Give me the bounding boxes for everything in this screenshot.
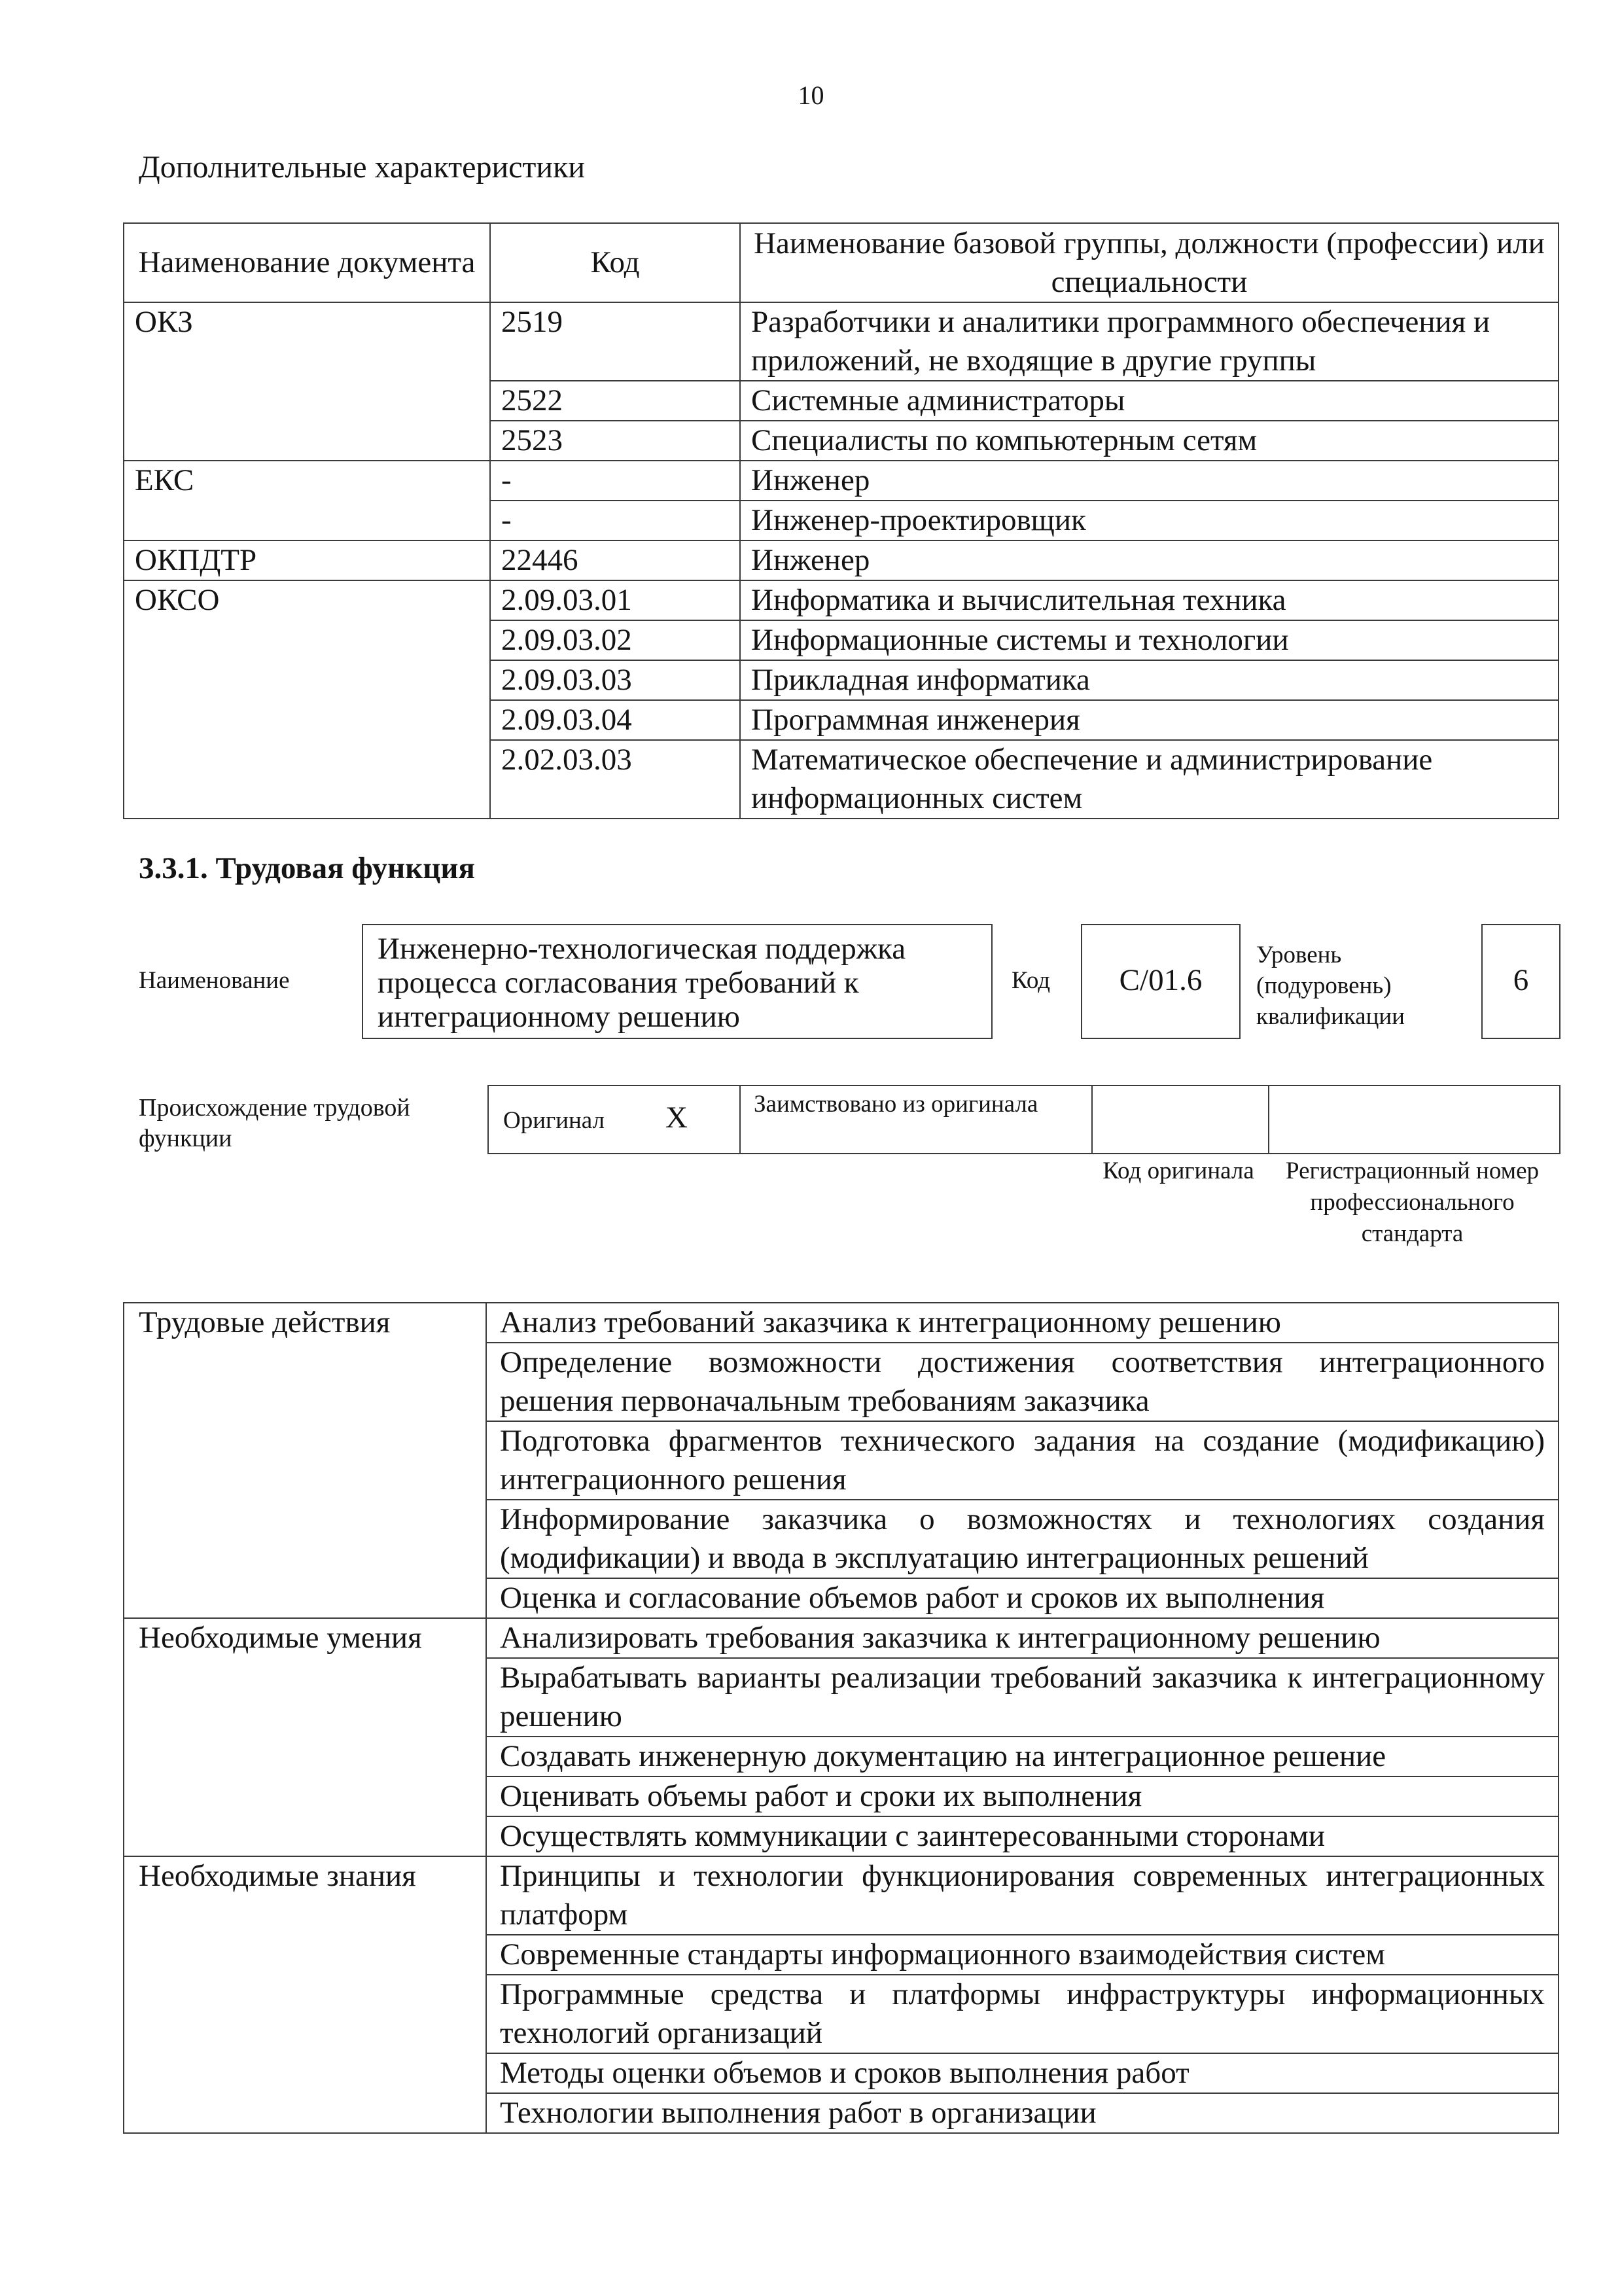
code-cell: 2519	[490, 302, 740, 381]
function-code-box	[1081, 924, 1241, 1039]
origin-divider-1	[739, 1086, 741, 1153]
knowledge-item: Программные средства и платформы инфраструктуры информационных технологий организаций	[486, 1975, 1559, 2053]
knowledge-item: Технологии выполнения работ в организации	[486, 2093, 1559, 2133]
table-header-row	[124, 223, 1559, 302]
function-details-table	[123, 1302, 1559, 2134]
name-cell: Системные администраторы	[740, 381, 1559, 421]
section-title: Дополнительные характеристики	[139, 150, 586, 185]
name-cell: Информатика и вычислительная техника	[740, 580, 1559, 620]
table-row	[124, 1618, 1559, 1658]
name-cell: Программная инженерия	[740, 700, 1559, 740]
skill-item: Анализировать требования заказчика к интеграционному решению	[486, 1618, 1559, 1658]
doc-cell: ОКПДТР	[124, 540, 490, 580]
name-cell: Специалисты по компьютерным сетям	[740, 421, 1559, 461]
table-row	[124, 540, 1559, 580]
knowledge-item: Принципы и технологии функционирования современных интеграционных платформ	[486, 1856, 1559, 1935]
name-cell: Инженер-проектировщик	[740, 501, 1559, 540]
original-mark: X	[665, 1101, 688, 1135]
knowledge-item: Современные стандарты информационного взаимодействия систем	[486, 1935, 1559, 1975]
origin-divider-2	[1091, 1086, 1093, 1153]
code-cell: 2.09.03.03	[490, 660, 740, 700]
required-skills-label: Необходимые умения	[124, 1618, 486, 1856]
labor-action-item: Подготовка фрагментов технического задания на создание (модификацию) интеграционного решения	[486, 1421, 1559, 1500]
name-cell: Разработчики и аналитики программного обеспечения и приложений, не входящие в другие группы	[740, 302, 1559, 381]
page-number: 10	[798, 80, 824, 110]
table-row	[124, 1856, 1559, 1935]
original-label: Оригинал	[503, 1107, 605, 1134]
doc-cell: ОКСО	[124, 580, 490, 819]
labor-action-item: Определение возможности достижения соответствия интеграционного решения первоначальным требованиям заказчика	[486, 1343, 1559, 1421]
qualification-level-value: 6	[1513, 963, 1529, 997]
labor-action-item: Информирование заказчика о возможностях и технологиях создания (модификации) и ввода в эксплуатацию интеграционных решений	[486, 1500, 1559, 1578]
name-cell: Математическое обеспечение и администрирование информационных систем	[740, 740, 1559, 819]
function-name-value: Инженерно-технологическая поддержка процесса согласования требований к интеграционному решению	[378, 932, 906, 1034]
origin-label: Происхождение трудовой функции	[139, 1094, 410, 1152]
function-name-box	[362, 924, 993, 1039]
skill-item: Вырабатывать варианты реализации требований заказчика к интеграционному решению	[486, 1658, 1559, 1737]
code-cell: 2.02.03.03	[490, 740, 740, 819]
code-cell: -	[490, 461, 740, 501]
header-code: Код	[490, 223, 740, 302]
characteristics-table	[123, 222, 1559, 819]
function-title: 3.3.1. Трудовая функция	[139, 851, 475, 885]
code-cell: 2.09.03.04	[490, 700, 740, 740]
skill-item: Оценивать объемы работ и сроки их выполнения	[486, 1776, 1559, 1816]
function-name-label: Наименование	[139, 967, 290, 994]
code-cell: 22446	[490, 540, 740, 580]
required-knowledge-label: Необходимые знания	[124, 1856, 486, 2133]
labor-action-item: Анализ требований заказчика к интеграционному решению	[486, 1303, 1559, 1343]
code-original-caption: Код оригинала	[1102, 1157, 1254, 1184]
knowledge-item: Методы оценки объемов и сроков выполнения работ	[486, 2053, 1559, 2093]
table-row	[124, 580, 1559, 620]
function-code-label: Код	[1012, 967, 1051, 994]
qualification-level-box	[1481, 924, 1560, 1039]
skill-item: Осуществлять коммуникации с заинтересованными сторонами	[486, 1816, 1559, 1856]
skill-item: Создавать инженерную документацию на интеграционное решение	[486, 1737, 1559, 1776]
borrowed-label: Заимствовано из оригинала	[754, 1091, 1038, 1118]
name-cell: Прикладная информатика	[740, 660, 1559, 700]
doc-cell: ЕКС	[124, 461, 490, 540]
code-cell: 2523	[490, 421, 740, 461]
table-row	[124, 461, 1559, 501]
labor-actions-label: Трудовые действия	[124, 1303, 486, 1618]
name-cell: Инженер	[740, 540, 1559, 580]
origin-box	[487, 1085, 1560, 1154]
name-cell: Инженер	[740, 461, 1559, 501]
code-cell: 2.09.03.01	[490, 580, 740, 620]
name-cell: Информационные системы и технологии	[740, 620, 1559, 660]
table-row	[124, 302, 1559, 381]
function-code-value: C/01.6	[1119, 963, 1203, 997]
doc-cell: ОКЗ	[124, 302, 490, 461]
table-row	[124, 1303, 1559, 1343]
labor-action-item: Оценка и согласование объемов работ и сроков их выполнения	[486, 1578, 1559, 1618]
header-doc-name: Наименование документа	[124, 223, 490, 302]
header-group-name: Наименование базовой группы, должности (профессии) или специальности	[740, 223, 1559, 302]
code-cell: -	[490, 501, 740, 540]
origin-divider-3	[1268, 1086, 1269, 1153]
code-cell: 2.09.03.02	[490, 620, 740, 660]
qualification-level-label: Уровень (подуровень) квалификации	[1256, 942, 1405, 1030]
code-cell: 2522	[490, 381, 740, 421]
reg-number-caption: Регистрационный номер профессионального стандарта	[1285, 1157, 1539, 1247]
